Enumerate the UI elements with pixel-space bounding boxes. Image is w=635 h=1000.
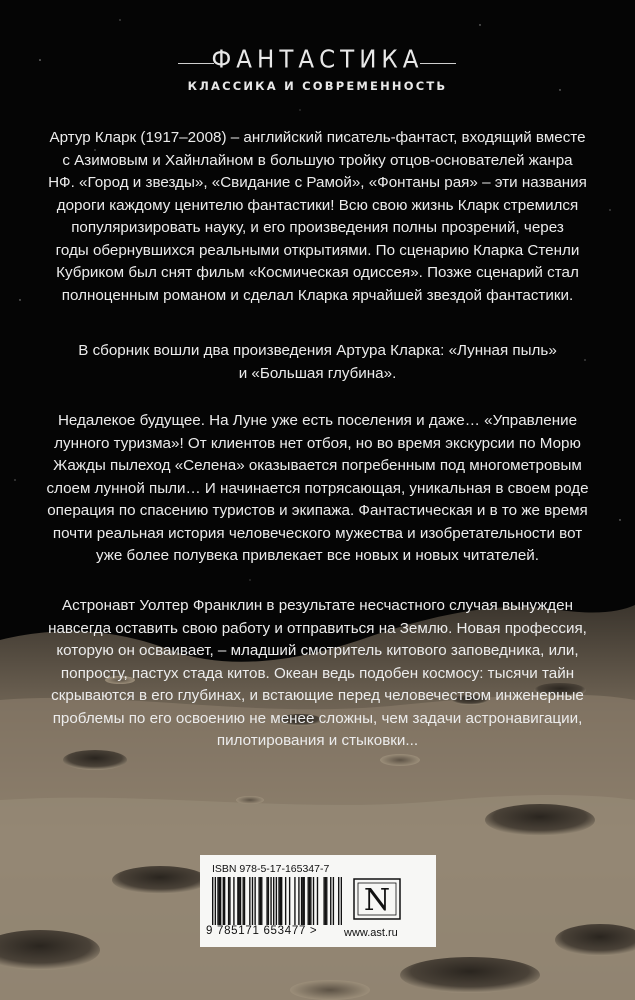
barcode-bar	[304, 877, 305, 925]
barcode-bar	[338, 877, 339, 925]
barcode-bar	[273, 877, 274, 925]
barcode-bar	[228, 877, 229, 925]
text-line: Жажды пылеход «Селена» оказывается погребенным под многометровым	[53, 457, 582, 474]
barcode-bar	[266, 877, 267, 925]
barcode-bar	[301, 877, 302, 925]
text-line: Недалекое будущее. На Луне уже есть поселения и даже… «Управление	[57, 412, 578, 429]
barcode-bar	[233, 877, 234, 925]
text-line: которую он осваивает, – младший смотритель китового заповедника, или,	[56, 642, 579, 659]
text-line: Артур Кларк (1917–2008) – английский писатель-фантаст, входящий вместе	[49, 129, 586, 146]
text-line: полноценным романом и сделал Кларка ярчайшей звездой фантастики.	[61, 286, 574, 304]
barcode-bar	[268, 877, 269, 925]
barcode-bar	[330, 877, 331, 925]
barcode-bar	[281, 877, 282, 925]
barcode-bar	[254, 877, 255, 925]
ean-digits: 9 785171 653477 >	[206, 925, 318, 937]
text-line: операция по спасению туристов и экипажа. Фантастическая и в то же время	[47, 502, 588, 519]
barcode-bar	[310, 877, 311, 925]
barcode-bar	[302, 877, 303, 925]
barcode-bar	[243, 877, 244, 925]
series-title: ФАНТАСТИКА	[211, 45, 424, 75]
text-line: годы обернувшихся реальными открытиями. По сценарию Кларка Стенли	[55, 241, 580, 259]
text-line: В сборник вошли два произведения Артура Кларка: «Лунная пыль»	[78, 342, 557, 359]
text-line: лунного туризма»! От клиентов нет отбоя, но во время экскурсии по Морю	[54, 434, 581, 452]
barcode-bar	[308, 877, 309, 925]
barcode-bar	[252, 877, 253, 925]
text-line: НФ. «Город и звезды», «Свидание с Рамой», «Фонтаны рая» – эти названия	[48, 174, 587, 191]
barcode-bar	[229, 877, 230, 925]
barcode-bar	[258, 877, 259, 925]
text-line: Астронавт Уолтер Франклин в результате несчастного случая вынужден	[62, 597, 573, 614]
barcode-bar	[326, 877, 327, 925]
barcode-bar	[313, 877, 314, 925]
text-line: с Азимовым и Хайнлайном в большую тройку отцов-основателей жанра	[62, 151, 573, 169]
text-line: проблемы по его освоению не менее сложны, чем задачи астронавигации,	[52, 709, 583, 727]
barcode-bar	[212, 877, 213, 925]
text-line: пилотирования и стыковки...	[216, 732, 419, 749]
text-line: популяризировать науку, и его произведения полны прозрений, через	[71, 219, 564, 236]
barcode-bar	[239, 877, 240, 925]
barcode-bar	[325, 877, 326, 925]
barcode-bar	[249, 877, 250, 925]
barcode-bar	[289, 877, 290, 925]
barcode-bar	[276, 877, 277, 925]
barcode-panel	[200, 855, 436, 947]
barcode-bar	[280, 877, 281, 925]
barcode-bar	[261, 877, 262, 925]
barcode-bar	[309, 877, 310, 925]
barcode-bar	[244, 877, 245, 925]
text-line: почти реальная история человеческого мужества и изобретательности вот	[52, 524, 583, 542]
barcode-bar	[333, 877, 334, 925]
text-line: и «Большая глубина».	[238, 364, 397, 382]
barcode-bar	[298, 877, 299, 925]
barcode-bar	[217, 877, 218, 925]
barcode-bar	[219, 877, 220, 925]
deep-range-paragraph	[36, 595, 599, 753]
barcode-bar	[223, 877, 224, 925]
ean-barcode	[212, 877, 342, 925]
publisher-logo-letter: N	[363, 883, 391, 918]
publisher-website: www.ast.ru	[344, 927, 398, 939]
barcode-bar	[285, 877, 286, 925]
collection-paragraph	[36, 340, 599, 385]
text-line: скрываются в его глубинах, и встающие перед человечеством инженерные	[51, 687, 584, 704]
barcode-bar	[270, 877, 271, 925]
text-line: уже более полувека привлекает все новых и новых читателей.	[95, 547, 540, 564]
text-line: Кубриком был снят фильм «Космическая одиссея». Позже сценарий стал	[56, 264, 579, 281]
text-line: попросту, пастух стада китов. Океан ведь подобен космосу: тысячи тайн	[60, 664, 575, 682]
barcode-bar	[220, 877, 221, 925]
barcode-bar	[260, 877, 261, 925]
barcode-bar	[224, 877, 225, 925]
text-line: навсегда оставить свою работу и отправиться на Землю. Новая профессия,	[48, 619, 587, 637]
barcode-bar	[341, 877, 342, 925]
moon-dust-paragraph	[36, 410, 599, 568]
barcode-bar	[215, 877, 216, 925]
barcode-bar	[240, 877, 241, 925]
text-line: слоем лунной пыли… И начинается потрясающая, уникальная в своем роде	[46, 479, 589, 497]
text-line: дороги каждому ценителю фантастики! Всю свою жизнь Кларк стремился	[56, 196, 579, 214]
isbn-label: ISBN 978-5-17-165347-7	[212, 863, 330, 875]
barcode-bar	[294, 877, 295, 925]
barcode-bar	[278, 877, 279, 925]
barcode-bar	[317, 877, 318, 925]
series-subtitle: КЛАССИКА И СОВРЕМЕННОСТЬ	[187, 79, 448, 93]
barcode-bar	[237, 877, 238, 925]
publisher-logo-icon	[352, 877, 402, 921]
barcode-bar	[323, 877, 324, 925]
series-header	[0, 40, 635, 93]
author-intro-paragraph	[36, 127, 599, 307]
